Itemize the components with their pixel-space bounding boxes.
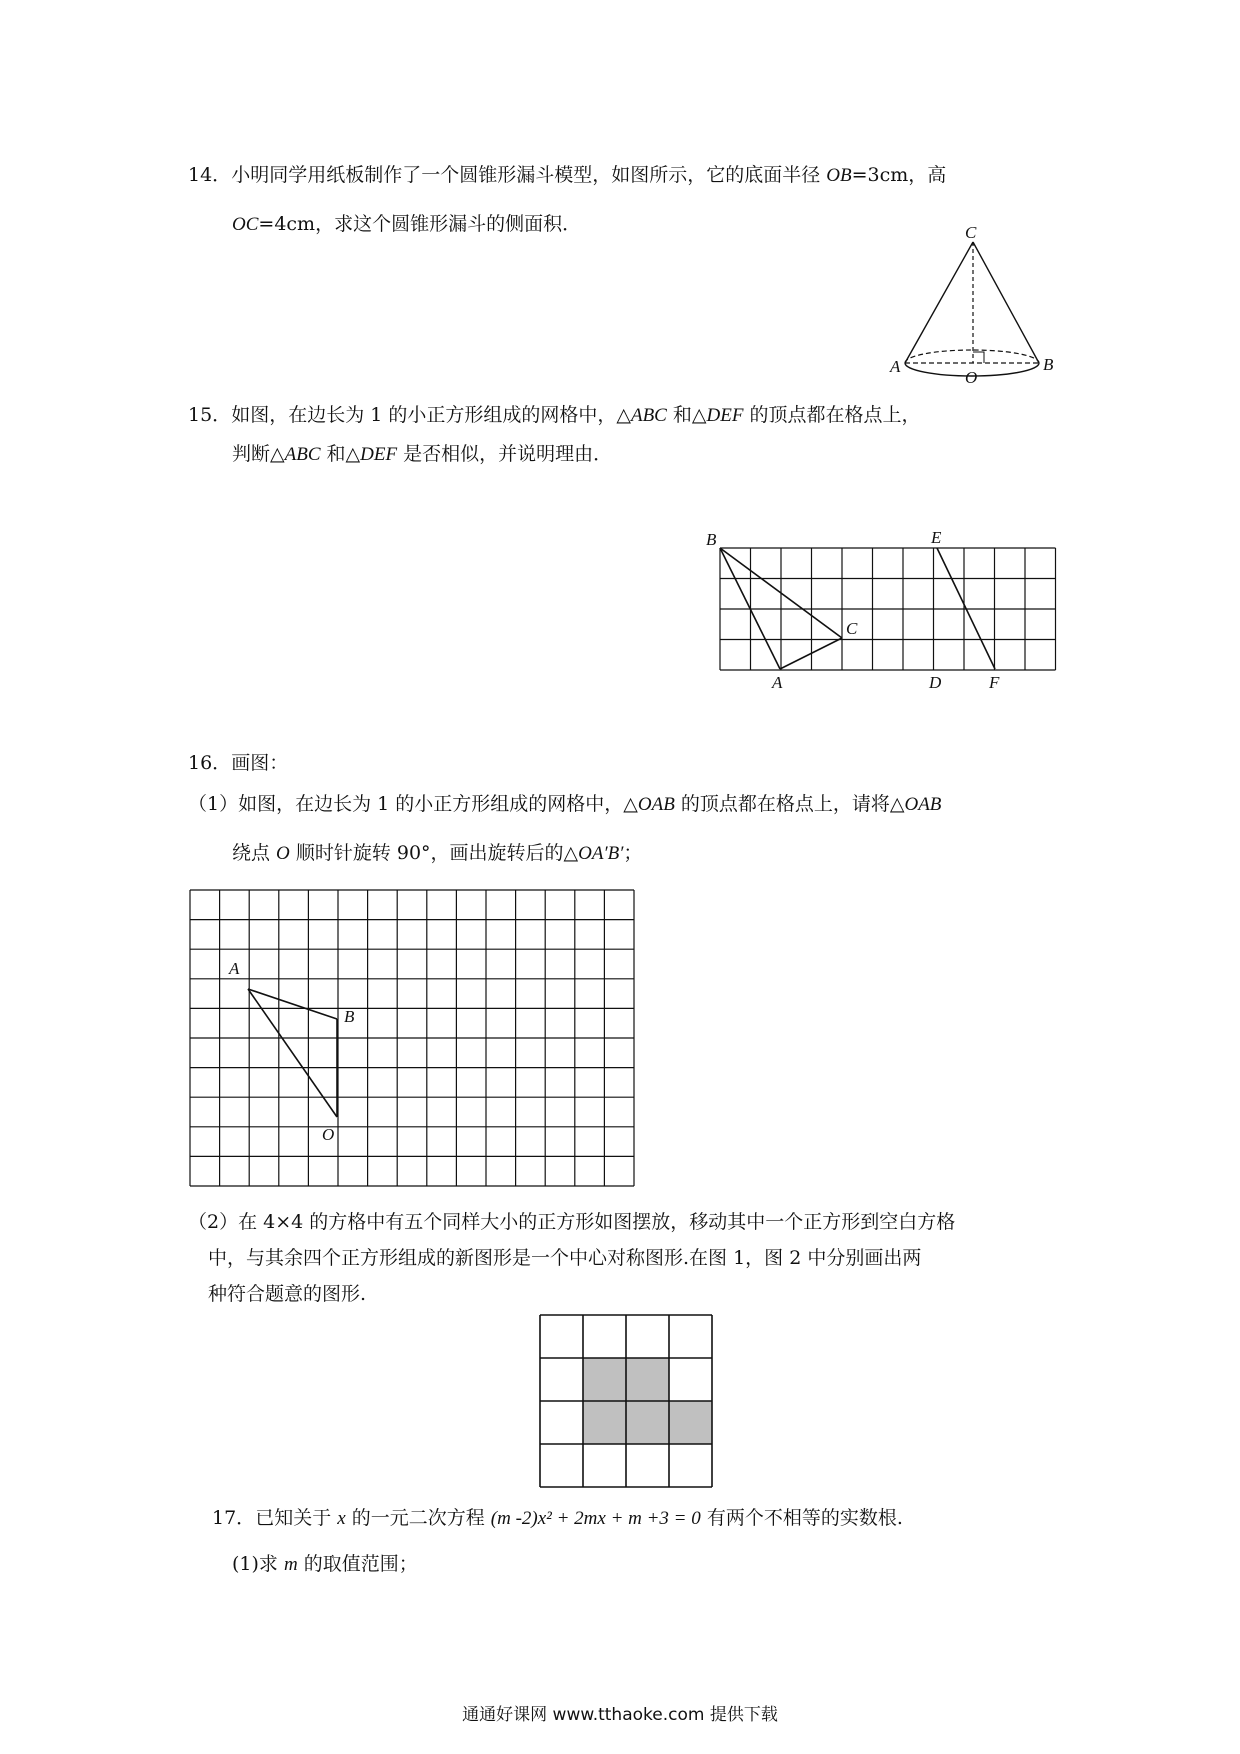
shaded-cell xyxy=(669,1401,712,1444)
shaded-cell xyxy=(626,1358,669,1401)
footer: 通通好课网 www.tthaoke.com 提供下载 xyxy=(462,1705,778,1725)
q16-title: 16．画图： xyxy=(188,752,289,774)
q16-label-a: A xyxy=(229,959,240,978)
q15-label-c: C xyxy=(846,619,858,638)
shaded-cell xyxy=(583,1401,626,1444)
shaded-cell xyxy=(626,1401,669,1444)
q16-label-b: B xyxy=(344,1007,355,1026)
q17-line1: 17．已知关于 x 的一元二次方程 (m -2)x² + 2mx + m +3 = 0 有两个不相等的实数根. xyxy=(212,1507,903,1529)
q17-equation: (m -2)x² + 2mx + m +3 = 0 xyxy=(490,1508,701,1529)
q16-label-o: O xyxy=(322,1125,335,1144)
cone-label-a: A xyxy=(890,357,901,376)
cone-label-c: C xyxy=(965,223,977,242)
q16-part2-line3: 种符合题意的图形. xyxy=(208,1283,367,1305)
q15-label-b: B xyxy=(706,530,717,549)
q17-part1: (1)求 m 的取值范围； xyxy=(232,1553,418,1575)
q15-label-a: A xyxy=(772,673,783,692)
q14-line1: 14．小明同学用纸板制作了一个圆锥形漏斗模型，如图所示，它的底面半径 OB=3cm，高 xyxy=(188,164,947,186)
q16-part1-line1: （1）如图，在边长为 1 的小正方形组成的网格中，△OAB 的顶点都在格点上，请将△OAB xyxy=(188,793,942,815)
shaded-cell xyxy=(583,1358,626,1401)
cone-label-b: B xyxy=(1043,355,1054,374)
q15-line2: 判断△ABC 和△DEF 是否相似，并说明理由． xyxy=(232,443,613,465)
q15-label-d: D xyxy=(929,673,942,692)
q14-line2: OC=4cm，求这个圆锥形漏斗的侧面积． xyxy=(232,213,582,235)
q16-part2-line2: 中，与其余四个正方形组成的新图形是一个中心对称图形.在图 1，图 2 中分别画出两 xyxy=(208,1247,922,1269)
q15-line1: 15．如图，在边长为 1 的小正方形组成的网格中，△ABC 和△DEF 的顶点都在格点上， xyxy=(188,404,921,426)
q16-part1-line2: 绕点 O 顺时针旋转 90°，画出旋转后的△OA′B′； xyxy=(232,842,643,864)
q16-part2-line1: （2）在 4×4 的方格中有五个同样大小的正方形如图摆放，移动其中一个正方形到空白方格 xyxy=(188,1211,956,1233)
q14-number: 14． xyxy=(188,164,232,186)
q15-label-f: F xyxy=(989,673,1000,692)
q15-label-e: E xyxy=(931,528,942,547)
cone-label-o: O xyxy=(965,368,978,387)
